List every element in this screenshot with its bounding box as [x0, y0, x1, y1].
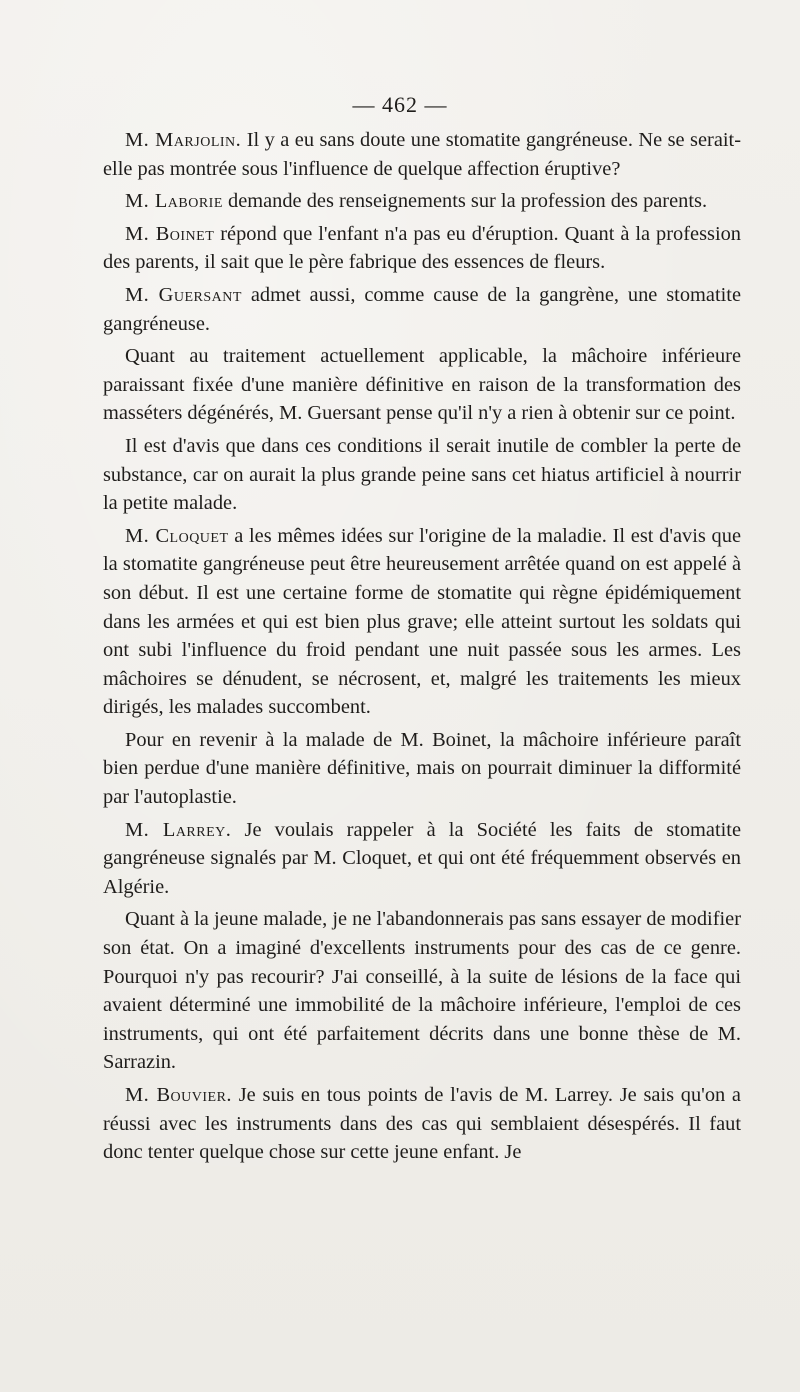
paragraph-laborie [103, 187, 741, 216]
speaker-name: M. Laborie [125, 190, 223, 213]
speaker-name: M. Boinet [125, 222, 215, 245]
paragraph-text: Il y a eu sans doute une stomatite gangréneuse. Ne se serait-elle pas montrée sous l'influence de quelque affection éruptive? [103, 129, 741, 180]
paragraph-bouvier [103, 1081, 741, 1167]
speaker-name: M. Bouvier. [125, 1084, 233, 1106]
body-text [103, 126, 741, 1171]
paragraph-boinet [103, 220, 741, 277]
page-number: — 462 — [352, 92, 448, 117]
speaker-name: M. Marjolin. [125, 129, 242, 151]
paragraph-text: Je suis en tous points de l'avis de M. Larrey. Je sais qu'on a réussi avec les instruments dans des cas qui semblaient désespérés. Il faut donc tenter quelque chose sur cette jeune enfant. Je [103, 1084, 741, 1164]
paragraph-larrey [103, 816, 741, 902]
paragraph-text: Quant à la jeune malade, je ne l'abandonnerais pas sans essayer de modifier son état. On a imaginé d'excellents instruments pour des cas de ce genre. Pourquoi n'y pas recourir? J'ai conseillé, à la suite de lésions de la face qui avaient déterminé une immobilité de la mâchoire inférieure, l'emploi de ces instruments, qui ont été parfaitement décrits dans une bonne thèse de M. Sarrazin. [103, 908, 741, 1074]
paragraph-text: a les mêmes idées sur l'origine de la maladie. Il est d'avis que la stomatite gangréneuse peut être heureusement arrêtée quand on est appelé à son début. Il est une certaine forme de stomatite qui règne épidémiquement dans les armées et qui est bien plus grave; elle atteint surtout les soldats qui ont subi l'influence du froid pendant une nuit passée sous les armes. Les mâchoires se dénudent, se nécrosent, et, malgré les traitements les mieux dirigés, les malades succombent. [103, 524, 741, 719]
paragraph-text: répond que l'enfant n'a pas eu d'éruption. Quant à la profession des parents, il sait que le père fabrique des essences de fleurs. [103, 222, 741, 274]
paragraph-jeune-malade [103, 905, 741, 1077]
paragraph-avis [103, 432, 741, 518]
paragraph-malade-boinet [103, 726, 741, 812]
speaker-name: M. Cloquet [125, 524, 229, 547]
paragraph-text: admet aussi, comme cause de la gangrène, une stomatite gangréneuse. [103, 283, 741, 335]
paragraph-guersant [103, 281, 741, 338]
paragraph-traitement [103, 342, 741, 428]
paragraph-text: Il est d'avis que dans ces conditions il serait inutile de combler la perte de substance, car on aurait la plus grande peine sans cet hiatus artificiel à nourrir la petite malade. [103, 434, 741, 515]
paragraph-cloquet [103, 522, 741, 722]
paragraph-text: Quant au traitement actuellement applicable, la mâchoire inférieure paraissant fixée d'une manière définitive en raison de la transformation des masséters dégénérés, M. Guersant pense qu'il n'y a rien à obtenir sur ce point. [103, 345, 741, 425]
paragraph-text: Pour en revenir à la malade de M. Boinet, la mâchoire inférieure paraît bien perdue d'une manière définitive, mais on pourrait diminuer la difformité par l'autoplastie. [103, 728, 741, 809]
speaker-name: M. Guersant [125, 283, 242, 306]
paragraph-marjolin [103, 126, 741, 183]
speaker-name: M. Larrey. [125, 818, 232, 841]
paragraph-text: Je voulais rappeler à la Société les faits de stomatite gangréneuse signalés par M. Cloquet, et qui ont été fréquemment observés en Algérie. [103, 818, 741, 898]
paragraph-text: demande des renseignements sur la profession des parents. [222, 190, 708, 213]
